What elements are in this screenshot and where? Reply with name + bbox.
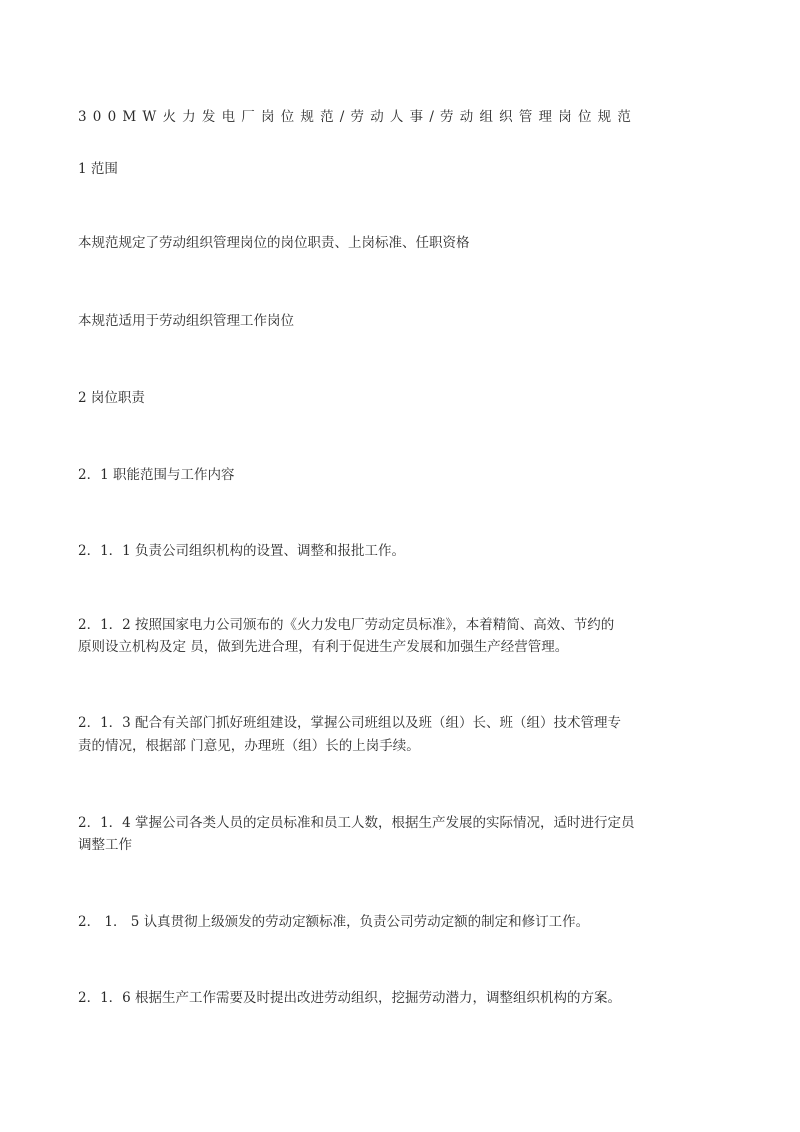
clause-2-1-4-line1: 2．1．4 掌握公司各类人员的定员标准和员工人数，根据生产发展的实际情况，适时进行定员: [78, 815, 635, 831]
clause-2-1-5: 2． 1． 5 认真贯彻上级颁发的劳动定额标准，负责公司劳动定额的制定和修订工作。: [78, 914, 590, 930]
clause-2-1-2-line1: 2．1．2 按照国家电力公司颁布的《火力发电厂劳动定员标准》，本着精简、高效、节约的: [78, 617, 615, 633]
paragraph-scope-applicability: 本规范适用于劳动组织管理工作岗位: [78, 313, 294, 329]
section-heading-duties: 2 岗位职责: [78, 390, 145, 406]
document-title: 300MW火力发电厂岗位规范/劳动人事/劳动组织管理岗位规范: [78, 109, 638, 125]
clause-2-1-3-line1: 2．1．3 配合有关部门抓好班组建设，掌握公司班组以及班（组）长、班（组）技术管理专: [78, 715, 622, 731]
clause-2-1-4-line2: 调整工作: [78, 837, 132, 853]
clause-2-1-3-line2: 责的情况，根据部 门意见，办理班（组）长的上岗手续。: [78, 738, 420, 754]
clause-2-1-6: 2．1．6 根据生产工作需要及时提出改进劳动组织，挖掘劳动潜力，调整组织机构的方案。: [78, 990, 622, 1006]
section-heading-scope: 1 范围: [78, 161, 118, 177]
paragraph-scope-definition: 本规范规定了劳动组织管理岗位的岗位职责、上岗标准、任职资格: [78, 235, 470, 251]
clause-2-1-1: 2．1．1 负责公司组织机构的设置、调整和报批工作。: [78, 543, 406, 559]
subsection-heading-functions: 2．1 职能范围与工作内容: [78, 467, 235, 483]
clause-2-1-2-line2: 原则设立机构及定 员，做到先进合理，有利于促进生产发展和加强生产经营管理。: [78, 639, 569, 655]
